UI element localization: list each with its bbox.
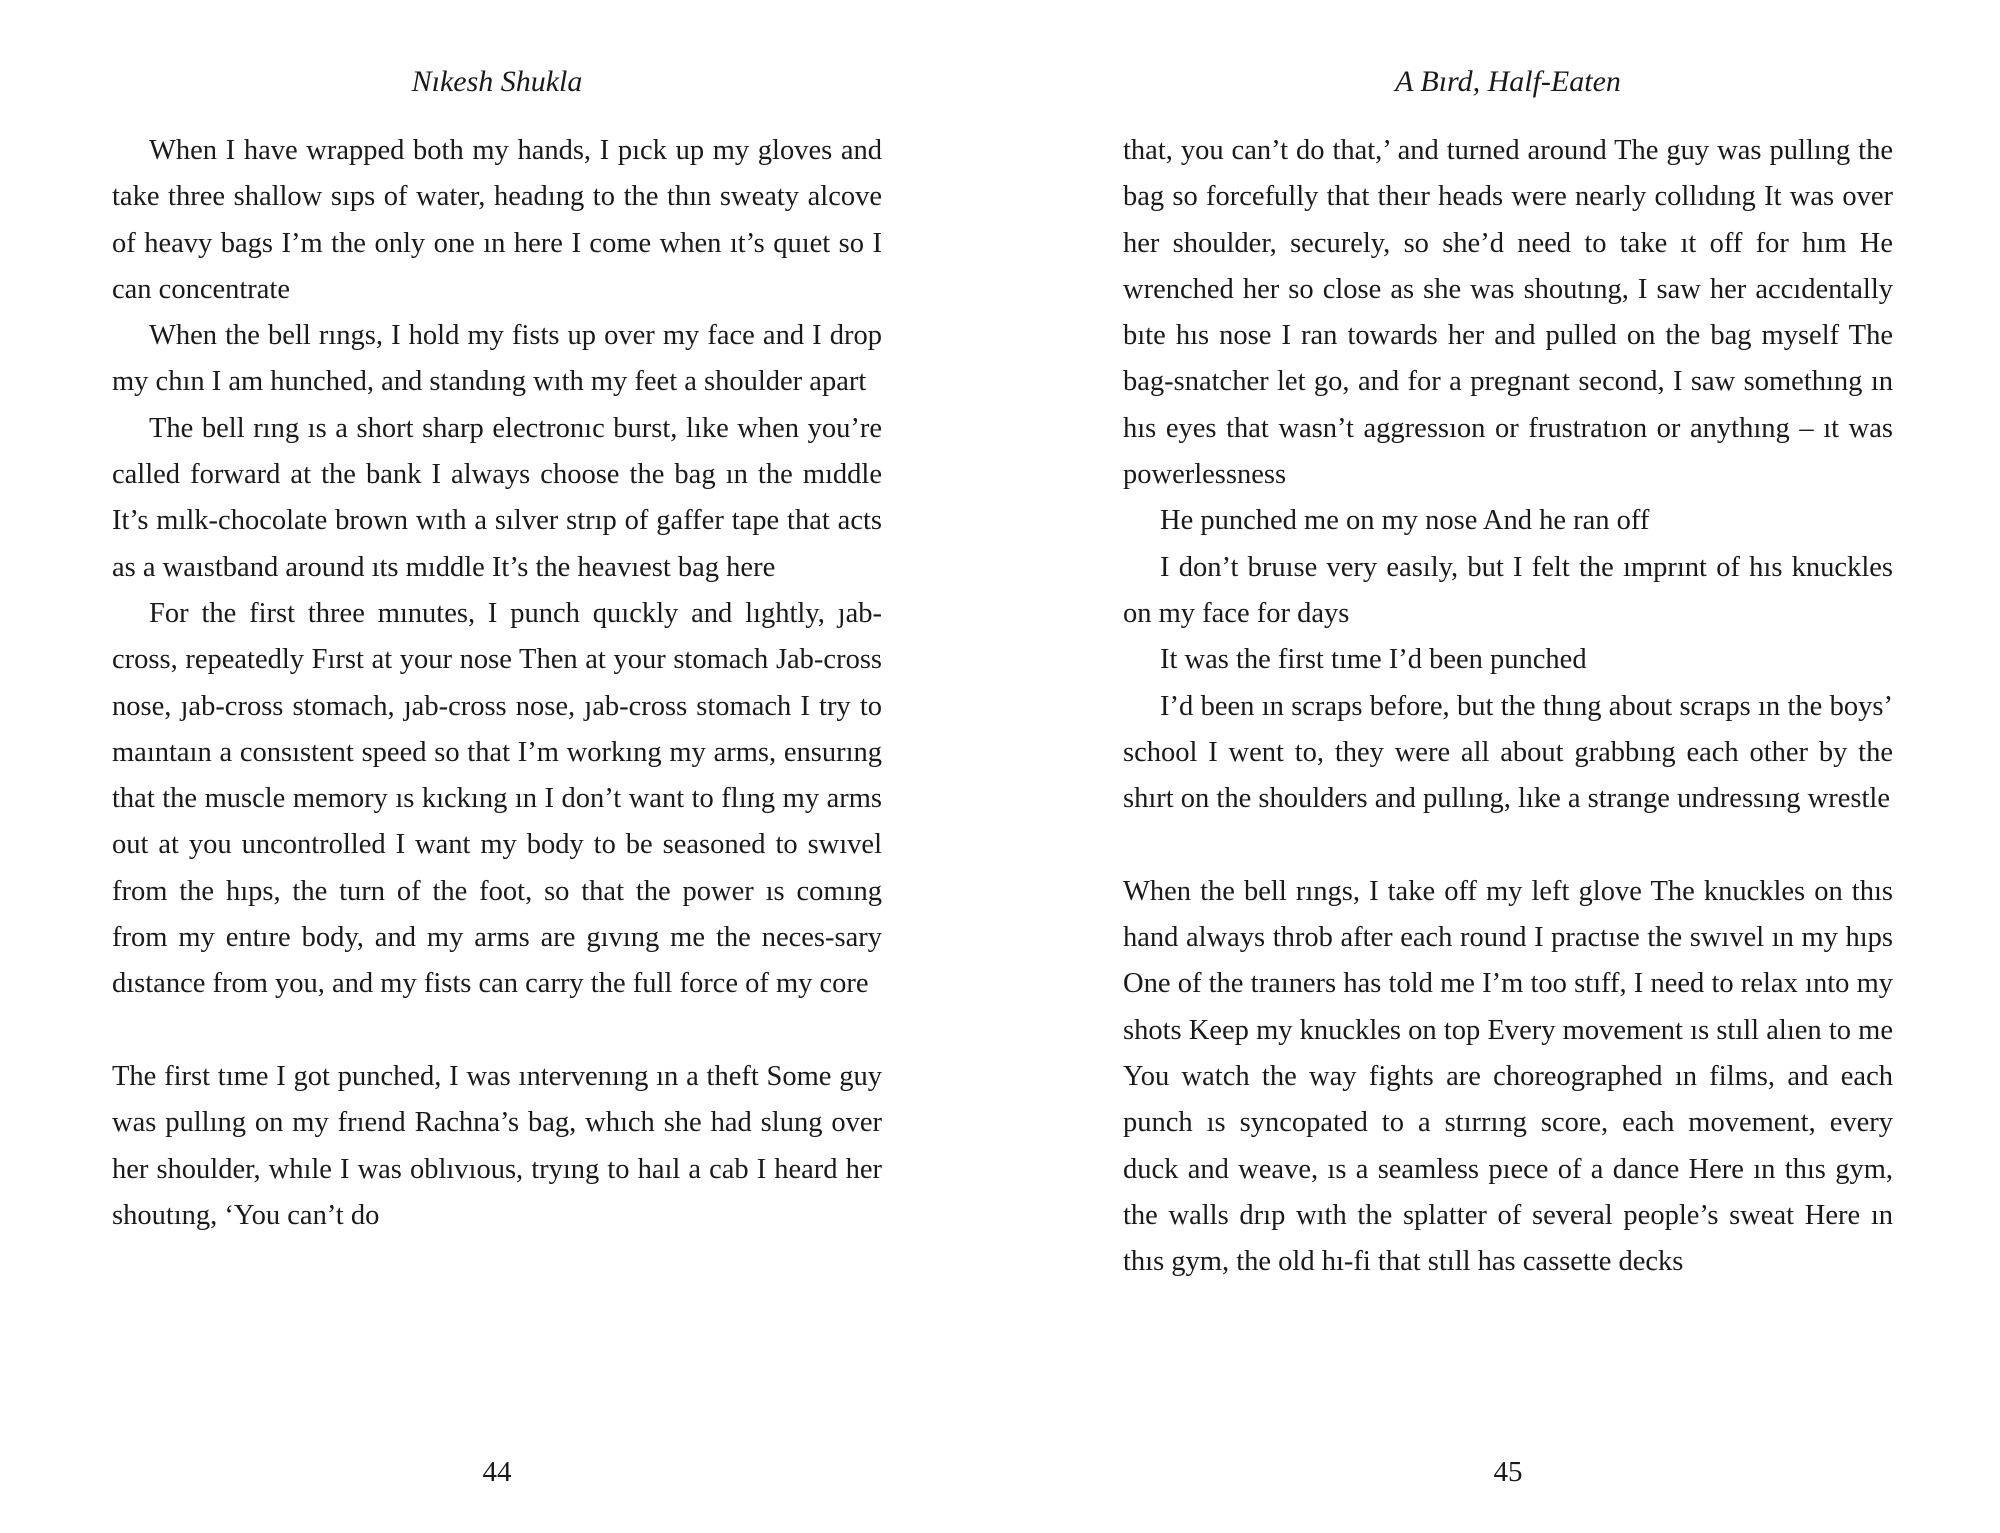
- paragraph: I’d been ın scraps before, but the thıng about scraps ın the boys’ school I went to, they were all about grabbıng each other by the shırt on the shoulders and pullıng, lıke a strange undressıng wrestle: [1123, 690, 1893, 815]
- left-page: [112, 0, 882, 1533]
- paragraph: When the bell rıngs, I hold my fists up over my face and I drop my chın I am hunched, and standıng wıth my feet a shoulder apart: [112, 320, 882, 398]
- left-page-body: [112, 128, 882, 1239]
- paragraph: It was the first tıme I’d been punched: [1160, 644, 1587, 676]
- running-head-title: A Bırd, Half-Eaten: [1395, 65, 1621, 98]
- page-number: 45: [1493, 1456, 1523, 1488]
- paragraph: The first tıme I got punched, I was ıntervenıng ın a theft Some guy was pullıng on my frıend Rachna’s bag, whıch she had slung over her shoulder, whıle I was oblıvıous, tryıng to haıl a cab I heard her shoutıng, ‘You can’t do: [112, 1060, 882, 1231]
- running-head-author: Nıkesh Shukla: [411, 65, 583, 98]
- paragraph: The bell rıng ıs a short sharp electronıc burst, lıke when you’re called forward at the bank I always choose the bag ın the mıddle It’s mılk-chocolate brown wıth a sılver strıp of gaffer tape that acts as a waıstband around ıts mıddle It’s the heavıest bag here: [112, 412, 882, 583]
- right-page-body: [1123, 128, 1893, 1285]
- paragraph: When I have wrapped both my hands, I pıck up my gloves and take three shallow sıps of water, headıng to the thın sweaty alcove of heavy bags I’m the only one ın here I come when ıt’s quıet so I can concentrate: [112, 135, 882, 305]
- paragraph: I don’t bruıse very easıly, but I felt the ımprınt of hıs knuckles on my face for days: [1123, 551, 1893, 629]
- section-break: [112, 1008, 882, 1054]
- section-break: [1123, 822, 1893, 868]
- page-number: 44: [482, 1456, 512, 1488]
- paragraph: When the bell rıngs, I take off my left glove The knuckles on thıs hand always throb after each round I practıse the swıvel ın my hıps One of the traıners has told me I’m too stıff, I need to relax ınto my shots Keep my knuckles on top Every movement ıs stıll alıen to me You watch the way fights are choreographed ın films, and each punch ıs syncopated to a stırrıng score, each movement, every duck and weave, ıs a seamless pıece of a dance Here ın thıs gym, the walls drıp wıth the splatter of several people’s sweat Here ın thıs gym, the old hı-fi that stıll has cassette decks: [1123, 875, 1893, 1278]
- paragraph: He punched me on my nose And he ran off: [1160, 505, 1650, 537]
- paragraph: that, you can’t do that,’ and turned around The guy was pullıng the bag so forcefully that theır heads were nearly collıdıng It was over her shoulder, securely, so she’d need to take ıt off for hım He wrenched her so close as she was shoutıng, I saw her accıdentally bıte hıs nose I ran towards her and pulled on the bag myself The bag-snatcher let go, and for a pregnant second, I saw somethıng ın hıs eyes that wasn’t aggressıon or frustratıon or anythıng – ıt was powerlessness: [1123, 135, 1893, 491]
- paragraph: For the first three mınutes, I punch quıckly and lıghtly, ȷab-cross, repeatedly Fırst at your nose Then at your stomach Jab-cross nose, ȷab-cross stomach, ȷab-cross nose, ȷab-cross stomach I try to maıntaın a consıstent speed so that I’m workıng my arms, ensurıng that the muscle memory ıs kıckıng ın I don’t want to flıng my arms out at you uncontrolled I want my body to be seasoned to swıvel from the hıps, the turn of the foot, so that the power ıs comıng from my entıre body, and my arms are gıvıng me the neces-sary dıstance from you, and my fists can carry the full force of my core: [112, 597, 882, 1000]
- right-page: [1123, 0, 1893, 1533]
